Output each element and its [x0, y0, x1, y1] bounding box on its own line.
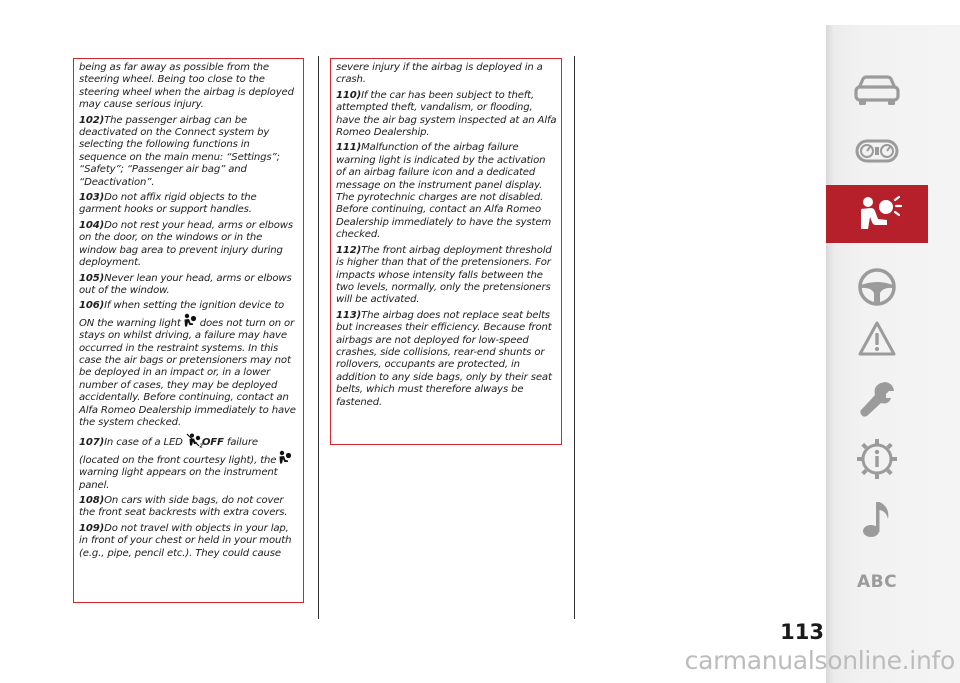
warning-triangle-icon [857, 320, 897, 358]
paragraph-text: The passenger airbag can be deactivated on the Connect system by selecting the following functions in sequence on the main menu: “Settings”; “Safety”; “Passenger air bag” and “Deactivation”. [79, 114, 280, 188]
paragraph-number: 109) [79, 522, 105, 534]
paragraph-113 [336, 310, 557, 409]
paragraph-number: 110) [336, 89, 362, 101]
paragraph-109 [79, 523, 299, 560]
dashboard-gauges-icon [855, 138, 899, 164]
chapter-tab-maintenance[interactable] [826, 370, 928, 428]
paragraph-number: 112) [336, 244, 362, 256]
paragraph-number: 111) [336, 142, 362, 154]
airbag-warning-icon [276, 450, 292, 466]
chapter-tab-warnings[interactable] [826, 310, 928, 368]
watermark: carmanualsonline.info [684, 646, 955, 675]
airbag-seat-icon [851, 194, 903, 234]
airbag-warning-icon [181, 313, 197, 329]
info-gear-icon [856, 438, 898, 480]
paragraph-number: 102) [79, 114, 105, 126]
index-tab-abc[interactable]: ABC [856, 572, 898, 592]
wrench-icon [857, 379, 897, 419]
passenger-airbag-off-icon [186, 432, 202, 448]
paragraph-text: warning light appears on the instrument panel. [79, 467, 278, 491]
paragraph-text: On cars with side bags, do not cover the front seat backrests with extra covers. [79, 495, 288, 519]
off-label: OFF [201, 437, 224, 449]
paragraph-106 [79, 300, 299, 429]
paragraph-number: 113) [336, 309, 362, 321]
paragraph-112 [336, 245, 557, 307]
paragraph-intro-right [336, 62, 557, 87]
chapter-tab-car[interactable] [826, 62, 928, 120]
paragraph-number: 105) [79, 272, 105, 284]
paragraph-107 [79, 432, 299, 492]
column-divider [574, 56, 575, 619]
paragraph-text: The airbag does not replace seat belts but increases their efficiency. Because front airbags are not deployed for low-speed crashes, side collisions, rear-end shunts or rollovers, occupants are protected, in addition to any side bags, only by their seat belts, which must therefore always be fastened. [336, 309, 552, 408]
paragraph-text: In case of a LED [104, 437, 183, 449]
page-number: 113 [780, 620, 824, 644]
paragraph-text: If the car has been subject to theft, attempted theft, vandalism, or flooding, have the air bag system inspected at an Alfa Romeo Dealership. [336, 89, 557, 139]
paragraph-text: Do not rest your head, arms or elbows on the door, on the windows or in the window bag area to prevent injury during deployment. [79, 219, 294, 269]
paragraph-number: 108) [79, 495, 105, 506]
paragraph-103 [79, 192, 299, 217]
paragraph-104 [79, 220, 299, 270]
steering-wheel-icon [857, 267, 897, 307]
warning-box-right [330, 58, 562, 445]
paragraph-102 [79, 115, 299, 189]
column-divider [318, 56, 319, 619]
paragraph-text: severe injury if the airbag is deployed in a crash. [336, 62, 543, 86]
chapter-tab-driving[interactable] [826, 258, 928, 316]
paragraph-text: The front airbag deployment threshold is higher than that of the pretensioners. For impacts whose intensity falls between the two levels, normally, only the pretensioners will be activated. [336, 244, 552, 306]
paragraph-110 [336, 90, 557, 140]
chapter-tab-dashboard[interactable] [826, 122, 928, 180]
paragraph-number: 106) [79, 300, 105, 312]
paragraph-intro-left [79, 62, 299, 112]
paragraph-text: Malfunction of the airbag failure warning light is indicated by the activation of an airbag failure icon and a dedicated message on the instrument panel display. The pyrotechnic charges are not disabled. Before continuing, contact an Alfa Romeo Dealership immediately to have the system checked. [336, 142, 552, 241]
paragraph-text: Do not travel with objects in your lap, in front of your chest or held in your mouth (e.g., pipe, pencil etc.). They could cause [79, 522, 292, 559]
paragraph-text: Do not affix rigid objects to the garment hooks or support handles. [79, 192, 257, 216]
car-icon [853, 74, 901, 108]
paragraph-number: 104) [79, 219, 105, 231]
music-note-icon [860, 499, 894, 539]
paragraph-text: Never lean your head, arms or elbows out of the window. [79, 272, 292, 296]
chapter-tab-multimedia[interactable] [826, 490, 928, 548]
paragraph-text: does not turn on or stays on whilst driving, a failure may have occurred in the restraint systems. In this case the air bags or pretensioners may not be deployed in an impact or, in a lower number of cases, they may be deployed accidentally. Before continuing, contact an Alfa Romeo Dealership immediately to have the system checked. [79, 317, 296, 428]
paragraph-number: 107) [79, 437, 105, 449]
warning-box-left [73, 58, 304, 603]
paragraph-text: being as far away as possible from the steering wheel. Being too close to the steering wheel when the airbag is deployed may cause serious injury. [79, 62, 294, 111]
chapter-tab-safety[interactable] [826, 185, 928, 243]
paragraph-text: If when setting the ignition device to ON the warning light [79, 300, 285, 329]
paragraph-number: 103) [79, 192, 105, 204]
paragraph-108 [79, 495, 299, 520]
chapter-tab-technical-data[interactable] [826, 430, 928, 488]
svg-text:2: 2 [199, 443, 203, 450]
paragraph-text: failure (located on the front courtesy light), the [79, 437, 277, 466]
paragraph-105 [79, 273, 299, 298]
paragraph-111 [336, 142, 557, 241]
